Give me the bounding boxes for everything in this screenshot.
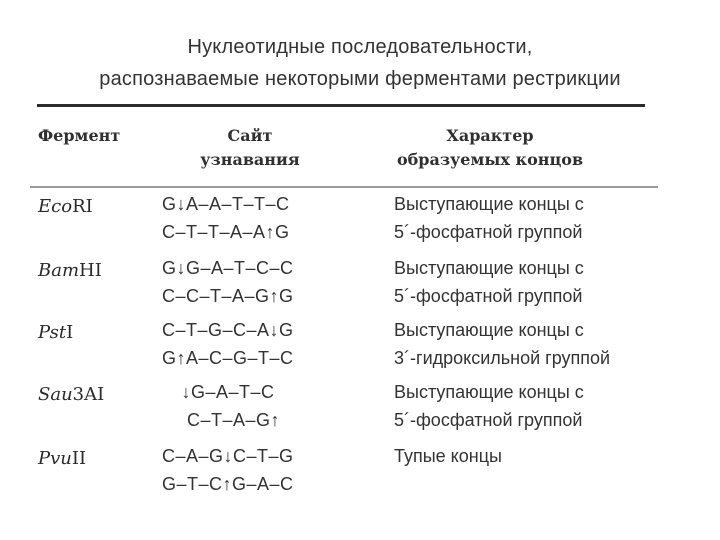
ends-description-line-1: Выступающие концы с (394, 258, 584, 278)
enzyme-name-italic: Eco (38, 196, 73, 217)
header-rule (30, 186, 658, 188)
table-title-line-2: распознаваемые некоторыми ферментами рестрикции (99, 68, 621, 90)
ends-description-line-1: Тупые концы (394, 446, 502, 466)
enzyme-name-italic: Pst (38, 322, 67, 343)
top-strand: ↓G–A–T–C (176, 382, 275, 402)
table-row (0, 378, 720, 438)
table-row (0, 190, 720, 250)
header-enzyme: Фермент (38, 126, 121, 145)
enzyme-name (38, 384, 104, 405)
top-rule (37, 104, 645, 107)
enzyme-name-plain: 3AI (72, 384, 105, 405)
table-row (0, 254, 720, 314)
ends-description-line-2: 5´-фосфатной группой (394, 410, 583, 430)
ends-description-line-2: 5´-фосфатной группой (394, 222, 583, 242)
ends-description-line-1: Выступающие концы с (394, 382, 584, 402)
enzyme-name-italic: Pvu (38, 448, 72, 469)
enzyme-name-plain: II (71, 448, 87, 469)
bottom-strand: C–T–A–G↑ (176, 410, 281, 430)
table-title-line-1: Нуклеотидные последовательности, (187, 36, 533, 58)
enzyme-name (38, 196, 93, 217)
top-strand: C–A–G↓C–T–G (162, 446, 294, 466)
table-row (0, 316, 720, 376)
enzyme-name-plain: HI (79, 260, 102, 281)
bottom-strand: G–T–C↑G–A–C (162, 474, 294, 494)
header-ends (385, 124, 595, 172)
bottom-strand: C–T–T–A–A↑G (162, 222, 290, 242)
ends-description-line-2: 3´-гидроксильной группой (394, 348, 611, 368)
top-strand: C–T–G–C–A↓G (162, 320, 294, 340)
top-strand: G↓A–A–T–T–C (162, 194, 290, 214)
header-ends-line-1: Характер (446, 126, 534, 145)
enzyme-name-plain: RI (72, 196, 93, 217)
enzyme-name-plain: I (66, 322, 74, 343)
bottom-strand: G↑A–C–G–T–C (162, 348, 294, 368)
header-ends-line-2: образуемых концов (396, 150, 584, 169)
header-site-line-1: Сайт (227, 126, 273, 145)
enzyme-name (38, 260, 102, 281)
enzyme-name (38, 322, 73, 343)
ends-description-line-1: Выступающие концы с (394, 320, 584, 340)
enzyme-name-italic: Bam (38, 260, 80, 281)
bottom-strand: C–C–T–A–G↑G (162, 286, 294, 306)
table-row (0, 442, 720, 502)
ends-description-line-2: 5´-фосфатной группой (394, 286, 583, 306)
header-site (180, 124, 320, 172)
top-strand: G↓G–A–T–C–C (162, 258, 294, 278)
ends-description-line-1: Выступающие концы с (394, 194, 584, 214)
header-site-line-2: узнавания (200, 150, 300, 169)
enzyme-name-italic: Sau (38, 384, 73, 405)
enzyme-name (38, 448, 86, 469)
